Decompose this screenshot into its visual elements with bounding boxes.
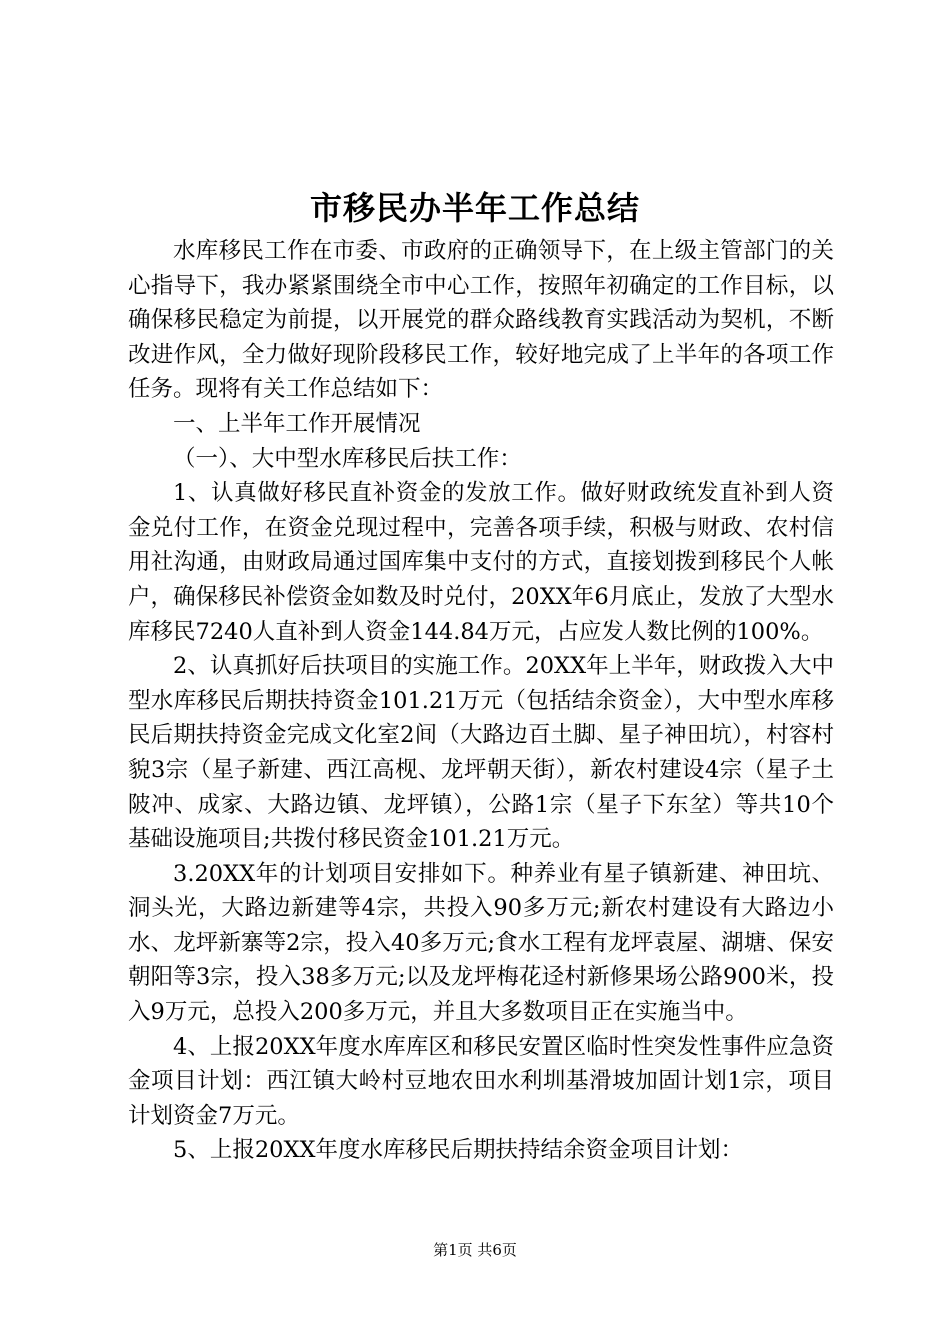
page-footer: 第1页 共6页 [433,1241,517,1259]
paragraph-item-2: 2、认真抓好后扶项目的实施工作。20XX年上半年，财政拨入大中型水库移民后期扶持资金101.21万元（包括结余资金），大中型水库移民后期扶持资金完成文化室2间（大路边百土脚、星子神田坑），村容村貌3宗（星子新建、西江高枧、龙坪朝天街），新农村建设4宗（星子土陂冲、成家、大路边镇、龙坪镇），公路1宗（星子下东坌）等共10个基础设施项目;共拨付移民资金101.21万元。 [128,653,834,853]
paragraph-item-5: 5、上报20XX年度水库移民后期扶持结余资金项目计划： [173,1137,743,1164]
section-heading: 一、上半年工作开展情况 [173,410,421,437]
document-body [128,234,834,1168]
subsection-heading: （一）、大中型水库移民后扶工作： [173,445,522,472]
paragraph-intro: 水库移民工作在市委、市政府的正确领导下，在上级主管部门的关心指导下，我办紧紧围绕全市中心工作，按照年初确定的工作目标，以确保移民稳定为前提，以开展党的群众路线教育实践活动为契机，不断改进作风，全力做好现阶段移民工作，较好地完成了上半年的各项工作任务。现将有关工作总结如下： [128,238,834,403]
paragraph-item-3: 3.20XX年的计划项目安排如下。种养业有星子镇新建、神田坑、洞头光，大路边新建等4宗，共投入90多万元;新农村建设有大路边小水、龙坪新寨等2宗，投入40多万元;食水工程有龙坪袁屋、湖塘、保安朝阳等3宗，投入38多万元;以及龙坪梅花迳村新修果场公路900米，投入9万元，总投入200多万元，并且大多数项目正在实施当中。 [128,860,834,1026]
document-title: 市移民办半年工作总结 [309,189,640,227]
paragraph-item-1: 1、认真做好移民直补资金的发放工作。做好财政统发直补到人资金兑付工作，在资金兑现过程中，完善各项手续，积极与财政、农村信用社沟通，由财政局通过国库集中支付的方式，直接划拨到移民个人帐户，确保移民补偿资金如数及时兑付，20XX年6月底止，发放了大型水库移民7240人直补到人资金144.84万元，占应发人数比例的100%。 [128,480,834,645]
paragraph-item-4: 4、上报20XX年度水库库区和移民安置区临时性突发性事件应急资金项目计划：西江镇大岭村豆地农田水利圳基滑坡加固计划1宗，项目计划资金7万元。 [128,1033,834,1129]
